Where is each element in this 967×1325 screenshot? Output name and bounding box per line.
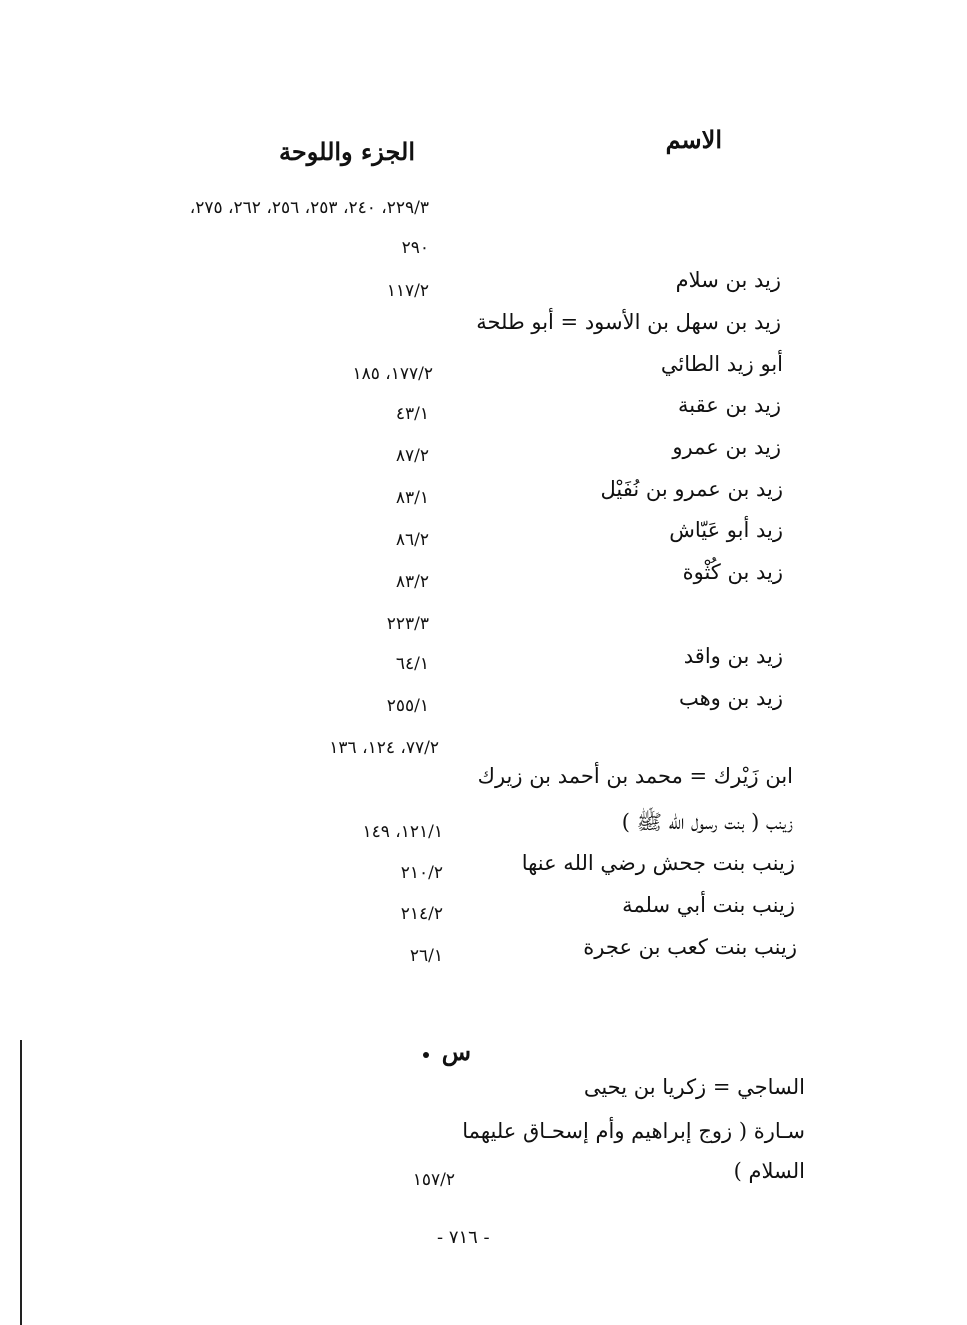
section-dot [423,1052,429,1058]
row-name: زيد بن سلام [675,268,781,292]
section-letter: س [441,1037,471,1066]
row-name: أبو زيد الطائي [660,352,783,376]
row-name: زينب بنت أبي سلمة [622,893,795,917]
row-name: سـارة ( زوج إبراهيم وأم إسحـاق عليهما [462,1119,805,1143]
row-reference: ٨٧/٢ [395,446,429,466]
row-reference: ٢٥٥/١ [386,696,429,716]
row-reference: ١٢١/١، ١٤٩ [362,822,443,842]
row-reference: ٢١٠/٢ [400,863,443,883]
row-reference: ٢١٤/٢ [400,904,443,924]
row-reference: ٨٣/٢ [395,572,429,592]
row-reference: ١٥٧/٢ [412,1170,455,1190]
row-reference: ٢٩٠ [401,238,429,258]
row-reference: ٢٦/١ [409,946,443,966]
row-reference: ٧٧/٢، ١٢٤، ١٣٦ [329,738,439,758]
row-reference: ١١٧/٢ [386,281,429,301]
page-number: - ٧١٦ - [437,1227,490,1248]
row-name: الساجي = زكريا بن يحيى [583,1075,805,1099]
row-name: زيد بن سهل بن الأسود = أبو طلحة [476,310,781,334]
row-name: زينب بنت جحش رضي الله عنها [521,851,795,875]
row-reference: ٢٢٩/٣، ٢٤٠، ٢٥٣، ٢٥٦، ٢٦٢، ٢٧٥، [189,198,429,218]
row-reference: ٨٦/٢ [395,530,429,550]
row-name: زينب بنت كعب بن عجرة [583,935,797,959]
row-reference: ٦٤/١ [395,654,429,674]
row-name: زيد بن واقد [683,644,783,668]
name-column-header: الاسم [665,125,722,154]
row-name: زيد بن وهب [678,686,783,710]
row-name: زيد بن عمرو بن نُفَيْل [600,477,783,501]
margin-line [20,1040,22,1325]
row-name: ابن زَيْرك = محمد بن أحمد بن زيرك [477,764,793,788]
row-name: زيد أبو عَيّاش [669,518,783,542]
row-name: زيد بن كُثْوة [682,560,783,584]
row-reference: ٨٣/١ [395,488,429,508]
row-reference: ٢٢٣/٣ [386,614,429,634]
row-reference: ٤٣/١ [395,404,429,424]
reference-column-header: الجزء واللوحة [279,137,415,166]
row-name: زينب ( بنت رسول الله ﷺ ) [621,810,793,834]
row-name: زيد بن عمرو [672,435,781,459]
row-name: السلام ) [733,1159,805,1183]
row-reference: ١٧٧/٢، ١٨٥ [352,364,433,384]
row-name: زيد بن عقبة [678,393,781,417]
